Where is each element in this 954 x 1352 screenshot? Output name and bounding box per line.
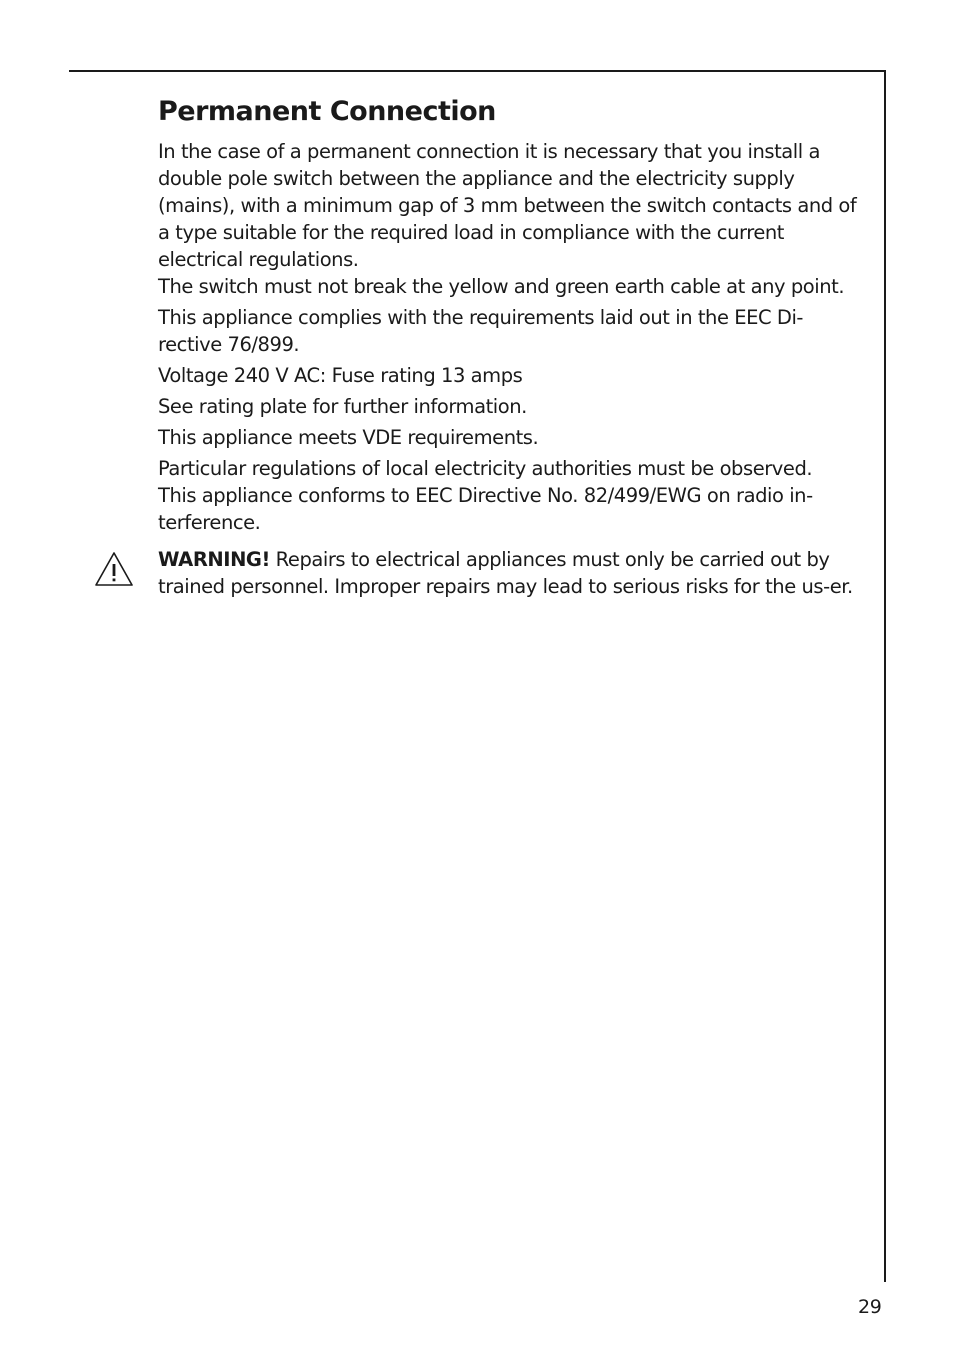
paragraph-switch-requirement: In the case of a permanent connection it is necessary that you install a double pole switch between the appliance and the electricity supply (mains), with a minimum gap of 3 mm between the switch contacts and of a type suitable for the required load in compliance with the current electrical regulations. [158, 140, 857, 271]
section-heading: Permanent Connection [158, 96, 496, 127]
paragraph-earth-cable: The switch must not break the yellow and green earth cable at any point. [158, 275, 845, 298]
page-number: 29 [858, 1296, 882, 1318]
paragraph-local-regulations: Particular regulations of local electricity authorities must be observed. [158, 457, 813, 480]
paragraph-eec-directive: This appliance complies with the requirements laid out in the EEC Di-rective 76/899. [158, 306, 804, 356]
warning-paragraph [158, 546, 864, 600]
right-rule [884, 70, 886, 1282]
paragraph-vde: This appliance meets VDE requirements. [158, 426, 539, 449]
warning-triangle-icon [94, 551, 134, 587]
paragraph-rating-plate: See rating plate for further information. [158, 395, 527, 418]
page-content [158, 94, 864, 604]
warning-text: Repairs to electrical appliances must only be carried out by trained personnel. Improper repairs may lead to serious risks for the us-er. [158, 548, 853, 598]
paragraph-voltage: Voltage 240 V AC: Fuse rating 13 amps [158, 364, 523, 387]
top-rule [69, 70, 886, 72]
paragraph-radio-interference: This appliance conforms to EEC Directive No. 82/499/EWG on radio in-terference. [158, 484, 813, 534]
warning-label: WARNING! [158, 548, 270, 571]
